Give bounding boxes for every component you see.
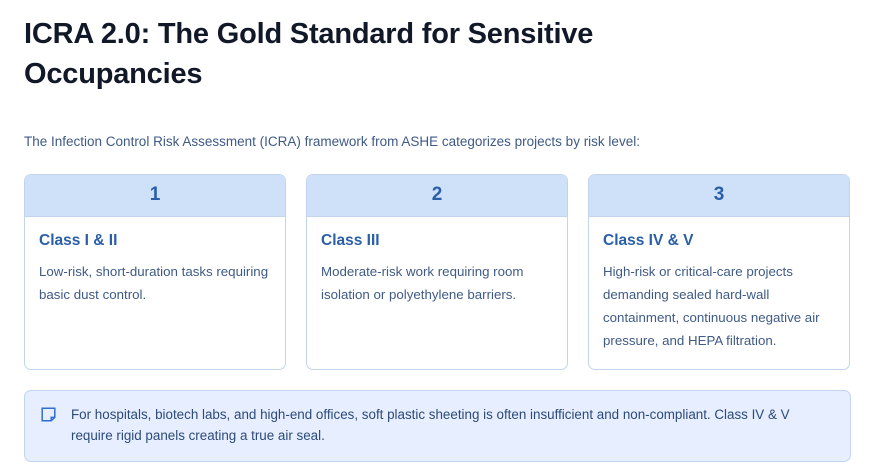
card-body [589,217,849,368]
card-number: 3 [589,175,849,217]
note-icon [40,406,57,423]
callout-note [24,390,851,462]
card-title: Class IV & V [603,232,694,250]
intro-paragraph: The Infection Control Risk Assessment (ICRA) framework from ASHE categorizes projects by risk level: [24,134,640,150]
risk-class-card-list [24,174,851,369]
risk-class-card [24,174,286,369]
card-description: Low-risk, short-duration tasks requiring basic dust control. [39,264,269,303]
card-body [25,217,285,323]
card-number: 1 [25,175,285,217]
card-body [307,217,567,323]
risk-class-card [306,174,568,369]
callout-text: For hospitals, biotech labs, and high-end offices, soft plastic sheeting is often insufficient and non-compliant. Class IV & V require rigid panels creating a true air seal. [71,406,790,444]
risk-class-card [588,174,850,369]
card-number: 2 [307,175,567,217]
card-description: High-risk or critical-care projects demanding sealed hard-wall containment, continuous negative air pressure, and HEPA filtration. [603,264,820,348]
card-description: Moderate-risk work requiring room isolation or polyethylene barriers. [321,264,524,303]
card-title: Class I & II [39,232,118,250]
card-title: Class III [321,232,380,250]
page-title: ICRA 2.0: The Gold Standard for Sensitive Occupancies [24,18,594,91]
